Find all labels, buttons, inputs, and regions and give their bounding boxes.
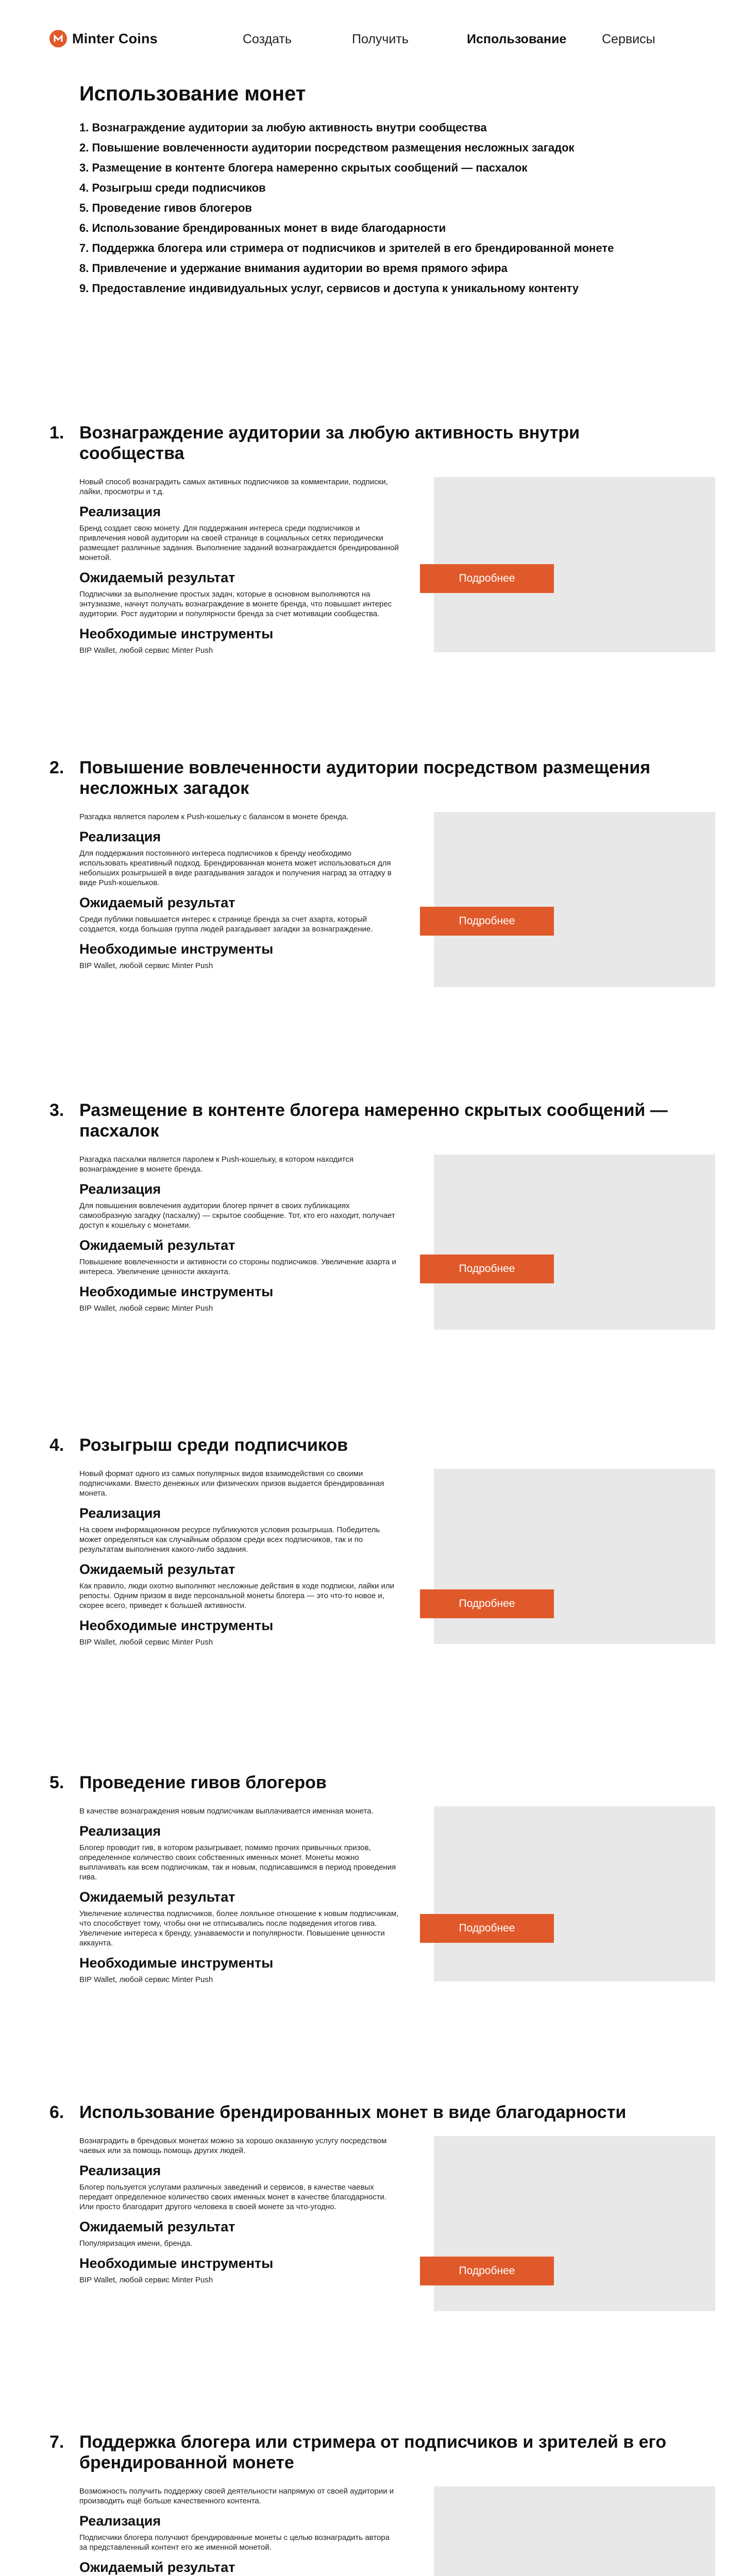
section-body <box>79 477 693 655</box>
usage-section-2 <box>0 757 742 971</box>
toc-item <box>79 201 662 215</box>
toc-link-2[interactable]: 2. Повышение вовлеченности аудитории посредством размещения несложных загадок <box>79 141 575 154</box>
section-intro: Новый способ вознаградить самых активных подписчиков за комментарии, подписки, лайки, просмотры и т.д. <box>79 478 388 496</box>
result-heading: Ожидаемый результат <box>79 895 235 910</box>
impl-text: На своем информационном ресурсе публикуются условия розыгрыша. Победитель может определяться как случайным образом среди всех подписчиков, так и по результатам выполнения какого-либо задания. <box>79 1526 380 1554</box>
section-title: Поддержка блогера или стримера от подписчиков и зрителей в его брендированной монете <box>79 2432 667 2472</box>
section-intro: Вознаградить в брендовых монетах можно за хорошо оказанную услугу посредством чаевых или за помощь помощь других людей. <box>79 2137 387 2155</box>
tools-heading: Необходимые инструменты <box>79 2256 274 2271</box>
section-title: Розыгрыш среди подписчиков <box>79 1435 348 1455</box>
section-text <box>79 812 399 971</box>
nav-create[interactable]: Создать <box>243 32 292 46</box>
page-title: Использование монет <box>79 82 306 105</box>
result-text: Подписчики за выполнение простых задач, которые в основном выполняются на энтузиазме, начнут получать вознаграждение в монете бренда, что повышает интерес аудитории. Рост аудитории и популярности бренда за счет мотивации сообщества. <box>79 590 392 618</box>
toc-link-4[interactable]: 4. Розыгрыш среди подписчиков <box>79 181 266 194</box>
logo-text: Minter Coins <box>72 30 158 46</box>
section-number: 6. <box>49 2103 64 2122</box>
section-header <box>49 2432 693 2473</box>
impl-text: Блогер проводит гив, в котором разыгрывает, помимо прочих привычных призов, определенное количество своих собственных именных монет. Монеты можно выплачивать как всем подписчикам, так и новым, подписавшимся в период проведения гива. <box>79 1843 396 1882</box>
tools-heading: Необходимые инструменты <box>79 626 274 641</box>
section-text <box>79 2136 399 2285</box>
result-heading: Ожидаемый результат <box>79 1889 235 1905</box>
more-button[interactable]: Подробнее <box>420 2257 554 2285</box>
usage-section-4 <box>0 1435 742 1647</box>
site-header <box>0 0 742 77</box>
toc-item <box>79 262 662 275</box>
tools-text: BIP Wallet, любой сервис Minter Push <box>79 1975 213 1984</box>
more-button[interactable]: Подробнее <box>420 564 554 593</box>
more-button[interactable]: Подробнее <box>420 1589 554 1618</box>
section-title: Проведение гивов блогеров <box>79 1773 327 1792</box>
section-header <box>49 2102 693 2123</box>
impl-heading: Реализация <box>79 1505 161 1521</box>
more-button[interactable]: Подробнее <box>420 1255 554 1283</box>
table-of-contents <box>79 121 662 295</box>
section-title: Использование брендированных монет в виде благодарности <box>79 2103 627 2122</box>
section-number: 7. <box>49 2432 64 2452</box>
image-placeholder <box>434 812 715 987</box>
toc-link-3[interactable]: 3. Размещение в контенте блогера намеренно скрытых сообщений — пасхалок <box>79 161 528 174</box>
section-body <box>79 1469 693 1647</box>
section-body <box>79 812 693 971</box>
impl-text: Для поддержания постоянного интереса подписчиков к бренду необходимо использовать креативный подход. Брендированная монета может использоваться для небольших розыгрышей в виде разгадывания загадок и получения наград за отгадку в виде Push-кошельков. <box>79 849 392 887</box>
usage-section-7 <box>0 2432 742 2576</box>
result-text: Как правило, люди охотно выполняют несложные действия в ходе подписки, лайки или репосты. Одним призом в виде персональной монеты блогера — это что-то новое и, скорее всего, приведет к большей активности. <box>79 1582 395 1610</box>
impl-heading: Реализация <box>79 829 161 844</box>
impl-text: Для повышения вовлечения аудитории блогер прячет в своих публикациях самообразную загадку (пасхалку) — скрытое сообщение. Тот, кто его находит, получает доступ к кошельку с монетами. <box>79 1201 395 1230</box>
image-placeholder <box>434 2486 715 2576</box>
result-heading: Ожидаемый результат <box>79 570 235 585</box>
toc-link-7[interactable]: 7. Поддержка блогера или стримера от подписчиков и зрителей в его брендированной монете <box>79 242 614 255</box>
result-heading: Ожидаемый результат <box>79 1562 235 1577</box>
usage-section-6 <box>0 2102 742 2285</box>
section-title: Вознаграждение аудитории за любую активность внутри сообщества <box>79 423 580 463</box>
impl-text: Подписчики блогера получают брендированные монеты с целью вознаградить автора за представленный контент его же именной монетой. <box>79 2533 390 2552</box>
tools-text: BIP Wallet, любой сервис Minter Push <box>79 646 213 655</box>
toc-item <box>79 222 662 235</box>
intro-section <box>0 82 742 295</box>
section-text <box>79 1469 399 1647</box>
nav-usage[interactable]: Использование <box>467 32 567 46</box>
tools-text: BIP Wallet, любой сервис Minter Push <box>79 2276 213 2284</box>
impl-text: Бренд создает свою монету. Для поддержания интереса среди подписчиков и привлечения новой аудитории на своей странице в социальных сетях периодически размещает различные задания. Выполнение заданий вознаграждается брендированной монетой. <box>79 524 399 562</box>
section-number: 1. <box>49 423 64 443</box>
section-number: 2. <box>49 758 64 777</box>
more-button[interactable]: Подробнее <box>420 907 554 936</box>
image-placeholder <box>434 1806 715 1981</box>
section-intro: Разгадка пасхалки является паролем к Push-кошельку, в котором находится вознаграждение в монете бренда. <box>79 1155 354 1174</box>
section-intro: Разгадка является паролем к Push-кошельку с балансом в монете бренда. <box>79 812 349 821</box>
result-text: Увеличение количества подписчиков, более лояльное отношение к новым подписчикам, что способствует тому, чтобы они не отписывались после подведения итогов гива. Увеличение интереса к бренду, узнаваемости и популярности. Повышение ценности аккаунта. <box>79 1909 399 1947</box>
usage-section-1 <box>0 422 742 655</box>
section-body <box>79 1155 693 1313</box>
toc-link-9[interactable]: 9. Предоставление индивидуальных услуг, сервисов и доступа к уникальному контенту <box>79 282 579 295</box>
section-header <box>49 1100 693 1141</box>
nav-receive[interactable]: Получить <box>352 32 409 46</box>
section-number: 3. <box>49 1100 64 1120</box>
section-number: 5. <box>49 1773 64 1792</box>
section-body <box>79 2136 693 2285</box>
section-header <box>49 1435 693 1455</box>
tools-heading: Необходимые инструменты <box>79 941 274 957</box>
toc-item <box>79 161 662 175</box>
section-text <box>79 1155 399 1313</box>
section-intro: В качестве вознаграждения новым подписчикам выплачивается именная монета. <box>79 1807 374 1816</box>
toc-link-6[interactable]: 6. Использование брендированных монет в виде благодарности <box>79 222 446 234</box>
result-heading: Ожидаемый результат <box>79 2219 235 2234</box>
section-number: 4. <box>49 1435 64 1455</box>
section-title: Размещение в контенте блогера намеренно скрытых сообщений — пасхалок <box>79 1100 668 1141</box>
toc-item <box>79 121 662 134</box>
main-nav <box>243 32 655 47</box>
tools-text: BIP Wallet, любой сервис Minter Push <box>79 1638 213 1647</box>
tools-text: BIP Wallet, любой сервис Minter Push <box>79 961 213 970</box>
usage-section-5 <box>0 1772 742 1985</box>
section-text <box>79 1806 399 1985</box>
result-text: Среди публики повышается интерес к странице бренда за счет азарта, который создается, когда большая группа людей разгадывает загадки за вознаграждение. <box>79 915 373 934</box>
tools-text: BIP Wallet, любой сервис Minter Push <box>79 1304 213 1313</box>
impl-heading: Реализация <box>79 1823 161 1839</box>
section-title: Повышение вовлеченности аудитории посредством размещения несложных загадок <box>79 758 651 798</box>
toc-link-1[interactable]: 1. Вознаграждение аудитории за любую активность внутри сообщества <box>79 121 487 134</box>
impl-heading: Реализация <box>79 2513 161 2529</box>
section-intro: Возможность получить поддержку своей деятельности напрямую от своей аудитории и производить ещё больше качественного контента. <box>79 2487 394 2505</box>
section-text <box>79 477 399 655</box>
minter-logo-icon <box>49 30 67 47</box>
image-placeholder <box>434 1155 715 1330</box>
impl-heading: Реализация <box>79 504 161 519</box>
section-body <box>79 1806 693 1985</box>
section-intro: Новый формат одного из самых популярных видов взаимодействия со своими подписчиками. Вместо денежных или физических призов выдается брендированная монета. <box>79 1469 384 1498</box>
toc-item <box>79 282 662 295</box>
result-heading: Ожидаемый результат <box>79 1238 235 1253</box>
toc-item <box>79 242 662 255</box>
tools-heading: Необходимые инструменты <box>79 1284 274 1299</box>
nav-services[interactable]: Сервисы <box>602 32 655 46</box>
toc-item <box>79 141 662 155</box>
logo[interactable] <box>49 30 158 47</box>
tools-heading: Необходимые инструменты <box>79 1618 274 1633</box>
toc-link-5[interactable]: 5. Проведение гивов блогеров <box>79 201 252 214</box>
tools-heading: Необходимые инструменты <box>79 1955 274 1971</box>
section-header <box>49 422 693 464</box>
section-body <box>79 2486 693 2576</box>
impl-text: Блогер пользуется услугами различных заведений и сервисов, в качестве чаевых передает определенное количество своих именных монет в качестве благодарности. Или просто благодарит другого человека в своей монете за что-угодно. <box>79 2183 387 2211</box>
more-button[interactable]: Подробнее <box>420 1914 554 1943</box>
toc-item <box>79 181 662 195</box>
impl-heading: Реализация <box>79 2163 161 2178</box>
result-text: Популяризация имени, бренда. <box>79 2239 193 2248</box>
toc-link-8[interactable]: 8. Привлечение и удержание внимания аудитории во время прямого эфира <box>79 262 508 275</box>
usage-section-3 <box>0 1100 742 1313</box>
section-text <box>79 2486 399 2576</box>
impl-heading: Реализация <box>79 1181 161 1197</box>
result-heading: Ожидаемый результат <box>79 2560 235 2575</box>
section-header <box>49 757 693 799</box>
result-text: Повышение вовлеченности и активности со стороны подписчиков. Увеличение азарта и интереса. Увеличение ценности аккаунта. <box>79 1258 396 1276</box>
section-header <box>49 1772 693 1793</box>
